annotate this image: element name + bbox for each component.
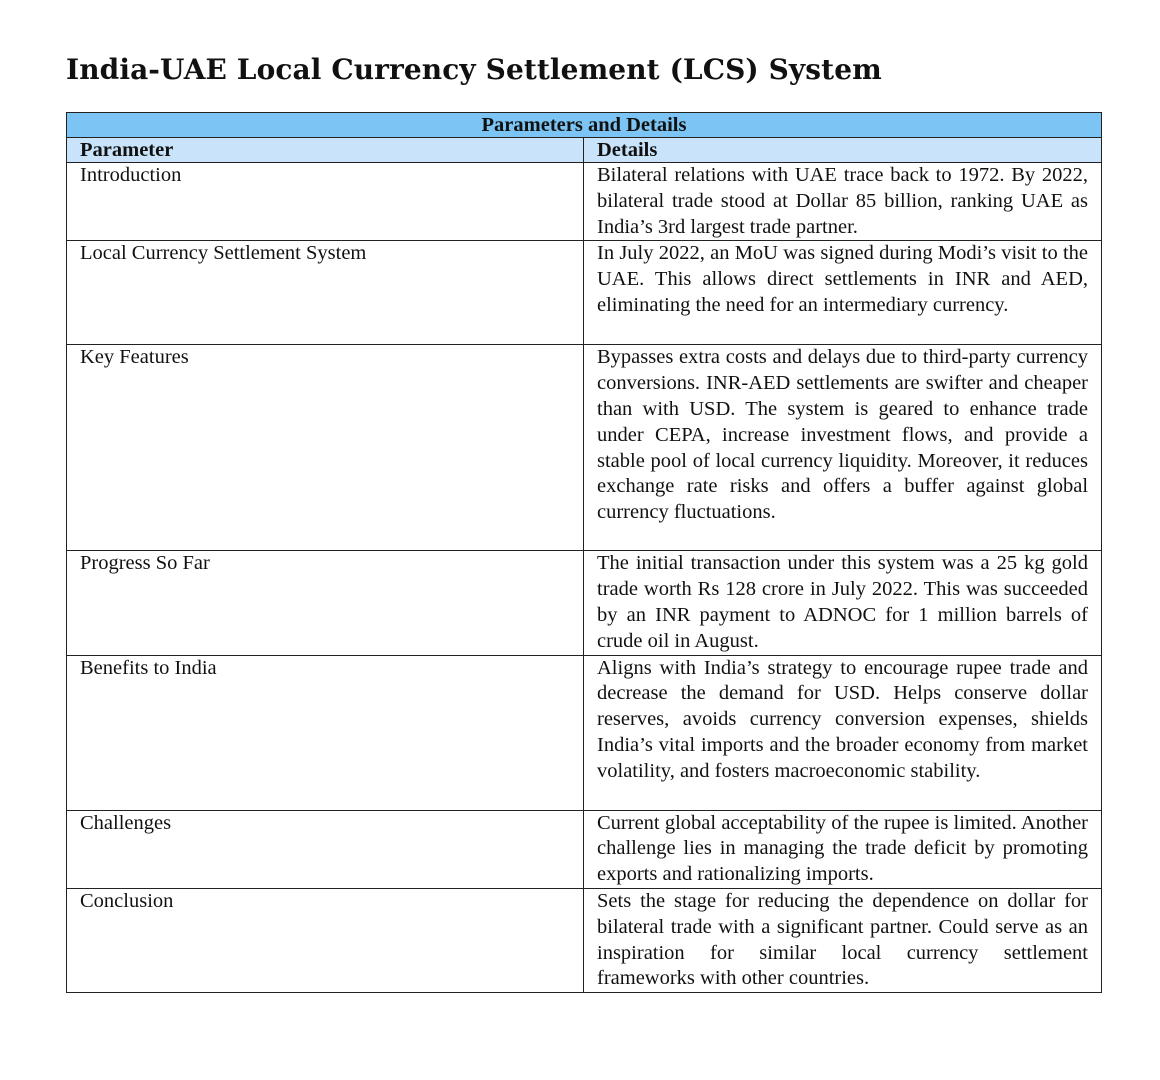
- parameter-cell: Introduction: [67, 163, 584, 241]
- column-header-parameter: Parameter: [67, 138, 584, 163]
- table-row: [67, 163, 1102, 241]
- details-cell: Bilateral relations with UAE trace back to 1972. By 2022, bilateral trade stood at Dollar 85 billion, ranking UAE as India’s 3rd largest trade partner.: [584, 163, 1102, 241]
- parameter-cell: Conclusion: [67, 888, 584, 992]
- parameter-cell: Benefits to India: [67, 655, 584, 810]
- table-row: [67, 241, 1102, 345]
- column-header-details: Details: [584, 138, 1102, 163]
- table-row: [67, 345, 1102, 551]
- details-cell: Current global acceptability of the rupee is limited. Another challenge lies in managing the trade deficit by promoting exports and rationalizing imports.: [584, 810, 1102, 888]
- parameter-cell: Challenges: [67, 810, 584, 888]
- parameter-cell: Progress So Far: [67, 551, 584, 655]
- details-cell: Sets the stage for reducing the dependence on dollar for bilateral trade with a significant partner. Could serve as an inspiration for similar local currency settlement frameworks with other countries.: [584, 888, 1102, 992]
- details-cell: Aligns with India’s strategy to encourage rupee trade and decrease the demand for USD. Helps conserve dollar reserves, avoids currency conversion expenses, shields India’s vital imports and the broader economy from market volatility, and fosters macroeconomic stability.: [584, 655, 1102, 810]
- parameters-table: [66, 112, 1102, 993]
- table-row: [67, 810, 1102, 888]
- parameter-cell: Local Currency Settlement System: [67, 241, 584, 345]
- table-row: [67, 888, 1102, 992]
- table-row: [67, 551, 1102, 655]
- table-header-row: [67, 138, 1102, 163]
- page-title: India-UAE Local Currency Settlement (LCS) System: [66, 53, 882, 86]
- details-cell: In July 2022, an MoU was signed during Modi’s visit to the UAE. This allows direct settlements in INR and AED, eliminating the need for an intermediary currency.: [584, 241, 1102, 345]
- details-cell: The initial transaction under this system was a 25 kg gold trade worth Rs 128 crore in July 2022. This was succeeded by an INR payment to ADNOC for 1 million barrels of crude oil in August.: [584, 551, 1102, 655]
- table-banner-row: [67, 113, 1102, 138]
- table-row: [67, 655, 1102, 810]
- table-banner: Parameters and Details: [67, 113, 1102, 138]
- details-cell: Bypasses extra costs and delays due to third-party currency conversions. INR-AED settlements are swifter and cheaper than with USD. The system is geared to enhance trade under CEPA, increase investment flows, and provide a stable pool of local currency liquidity. Moreover, it reduces exchange rate risks and offers a buffer against global currency fluctuations.: [584, 345, 1102, 551]
- parameter-cell: Key Features: [67, 345, 584, 551]
